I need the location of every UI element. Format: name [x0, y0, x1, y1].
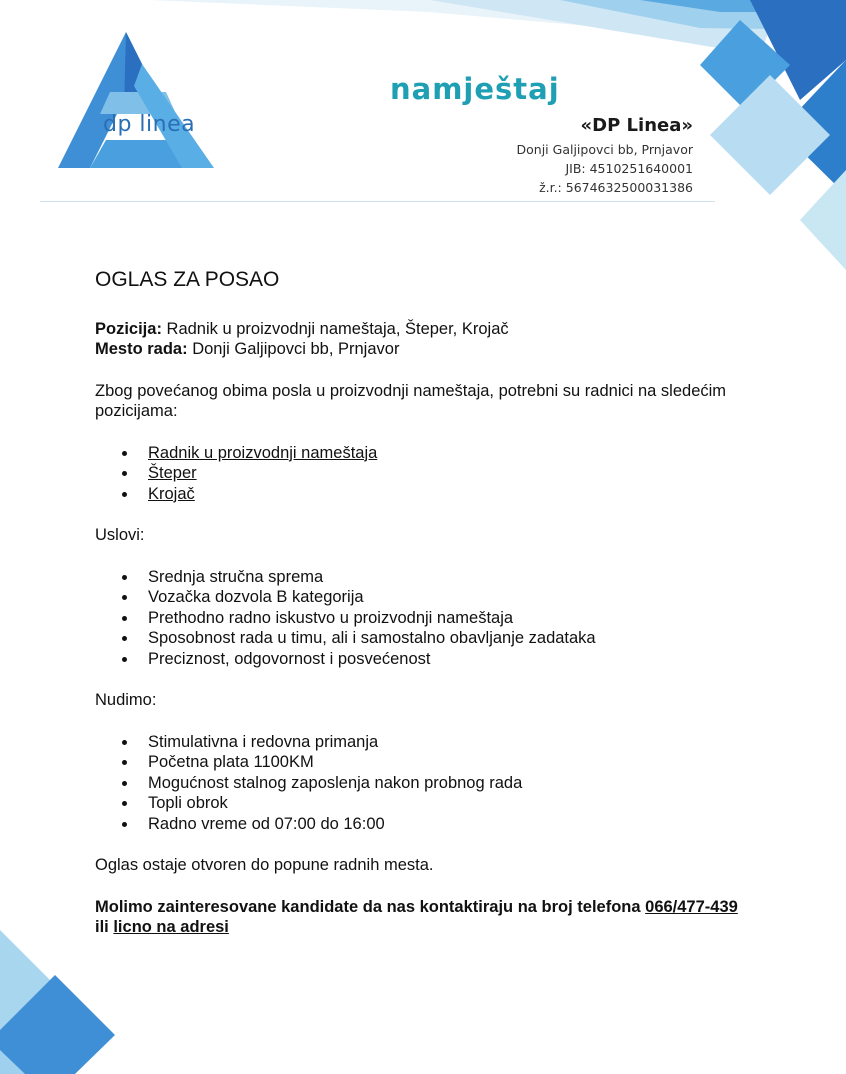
- list-item: Sposobnost rada u timu, ali i samostalno obavljanje zadataka: [148, 628, 775, 649]
- position-line: [95, 319, 775, 340]
- address-link[interactable]: licno na adresi: [113, 918, 229, 936]
- list-item: Topli obrok: [148, 793, 775, 814]
- conditions-heading: Uslovi:: [95, 526, 145, 544]
- positions-list: [95, 443, 775, 505]
- offer-list: [95, 732, 775, 835]
- list-item: Mogućnost stalnog zaposlenja nakon probnog rada: [148, 773, 775, 794]
- company-address: Donji Galjipovci bb, Prnjavor: [516, 142, 693, 157]
- list-item: Početna plata 1100KM: [148, 752, 775, 773]
- list-item[interactable]: Radnik u proizvodnji nameštaja: [148, 443, 775, 464]
- list-item: Radno vreme od 07:00 do 16:00: [148, 814, 775, 835]
- company-jib: JIB: 4510251640001: [565, 161, 693, 176]
- company-account: ž.r.: 5674632500031386: [539, 180, 693, 195]
- brand-title: namještaj: [390, 72, 560, 106]
- phone-link[interactable]: 066/477-439: [645, 897, 738, 916]
- list-item: Prethodno radno iskustvo u proizvodnji nameštaja: [148, 608, 775, 629]
- dp-linea-logo: [54, 28, 214, 173]
- list-item: Stimulativna i redovna primanja: [148, 732, 775, 753]
- intro-paragraph: Zbog povećanog obima posla u proizvodnji nameštaja, potrebni su radnici na sledećim pozicijama:: [95, 381, 727, 420]
- job-ad-body: [95, 270, 775, 938]
- header-divider: [40, 201, 715, 202]
- location-label: Mesto rada:: [95, 340, 188, 358]
- company-info: [517, 115, 693, 197]
- position-label: Pozicija:: [95, 319, 162, 338]
- offer-heading: Nudimo:: [95, 691, 157, 709]
- contact-paragraph: [95, 897, 775, 938]
- list-item: Vozačka dozvola B kategorija: [148, 587, 775, 608]
- ad-title: OGLAS ZA POSAO: [95, 268, 280, 291]
- validity-note: Oglas ostaje otvoren do popune radnih mesta.: [95, 856, 434, 874]
- list-item: Preciznost, odgovornost i posvećenost: [148, 649, 775, 670]
- position-value: Radnik u proizvodnji nameštaja, Šteper, Krojač: [161, 319, 509, 338]
- list-item: Srednja stručna sprema: [148, 567, 775, 588]
- logo-text: dp linea: [103, 112, 196, 137]
- location-line: [95, 339, 775, 360]
- conditions-list: [95, 567, 775, 670]
- company-name: «DP Linea»: [580, 115, 693, 136]
- contact-text: Molimo zainteresovane kandidate da nas kontaktiraju na broj telefona: [95, 897, 646, 916]
- list-item[interactable]: Šteper: [148, 463, 775, 484]
- location-value: Donji Galjipovci bb, Prnjavor: [187, 340, 400, 358]
- list-item[interactable]: Krojač: [148, 484, 775, 505]
- contact-or: ili: [95, 918, 114, 936]
